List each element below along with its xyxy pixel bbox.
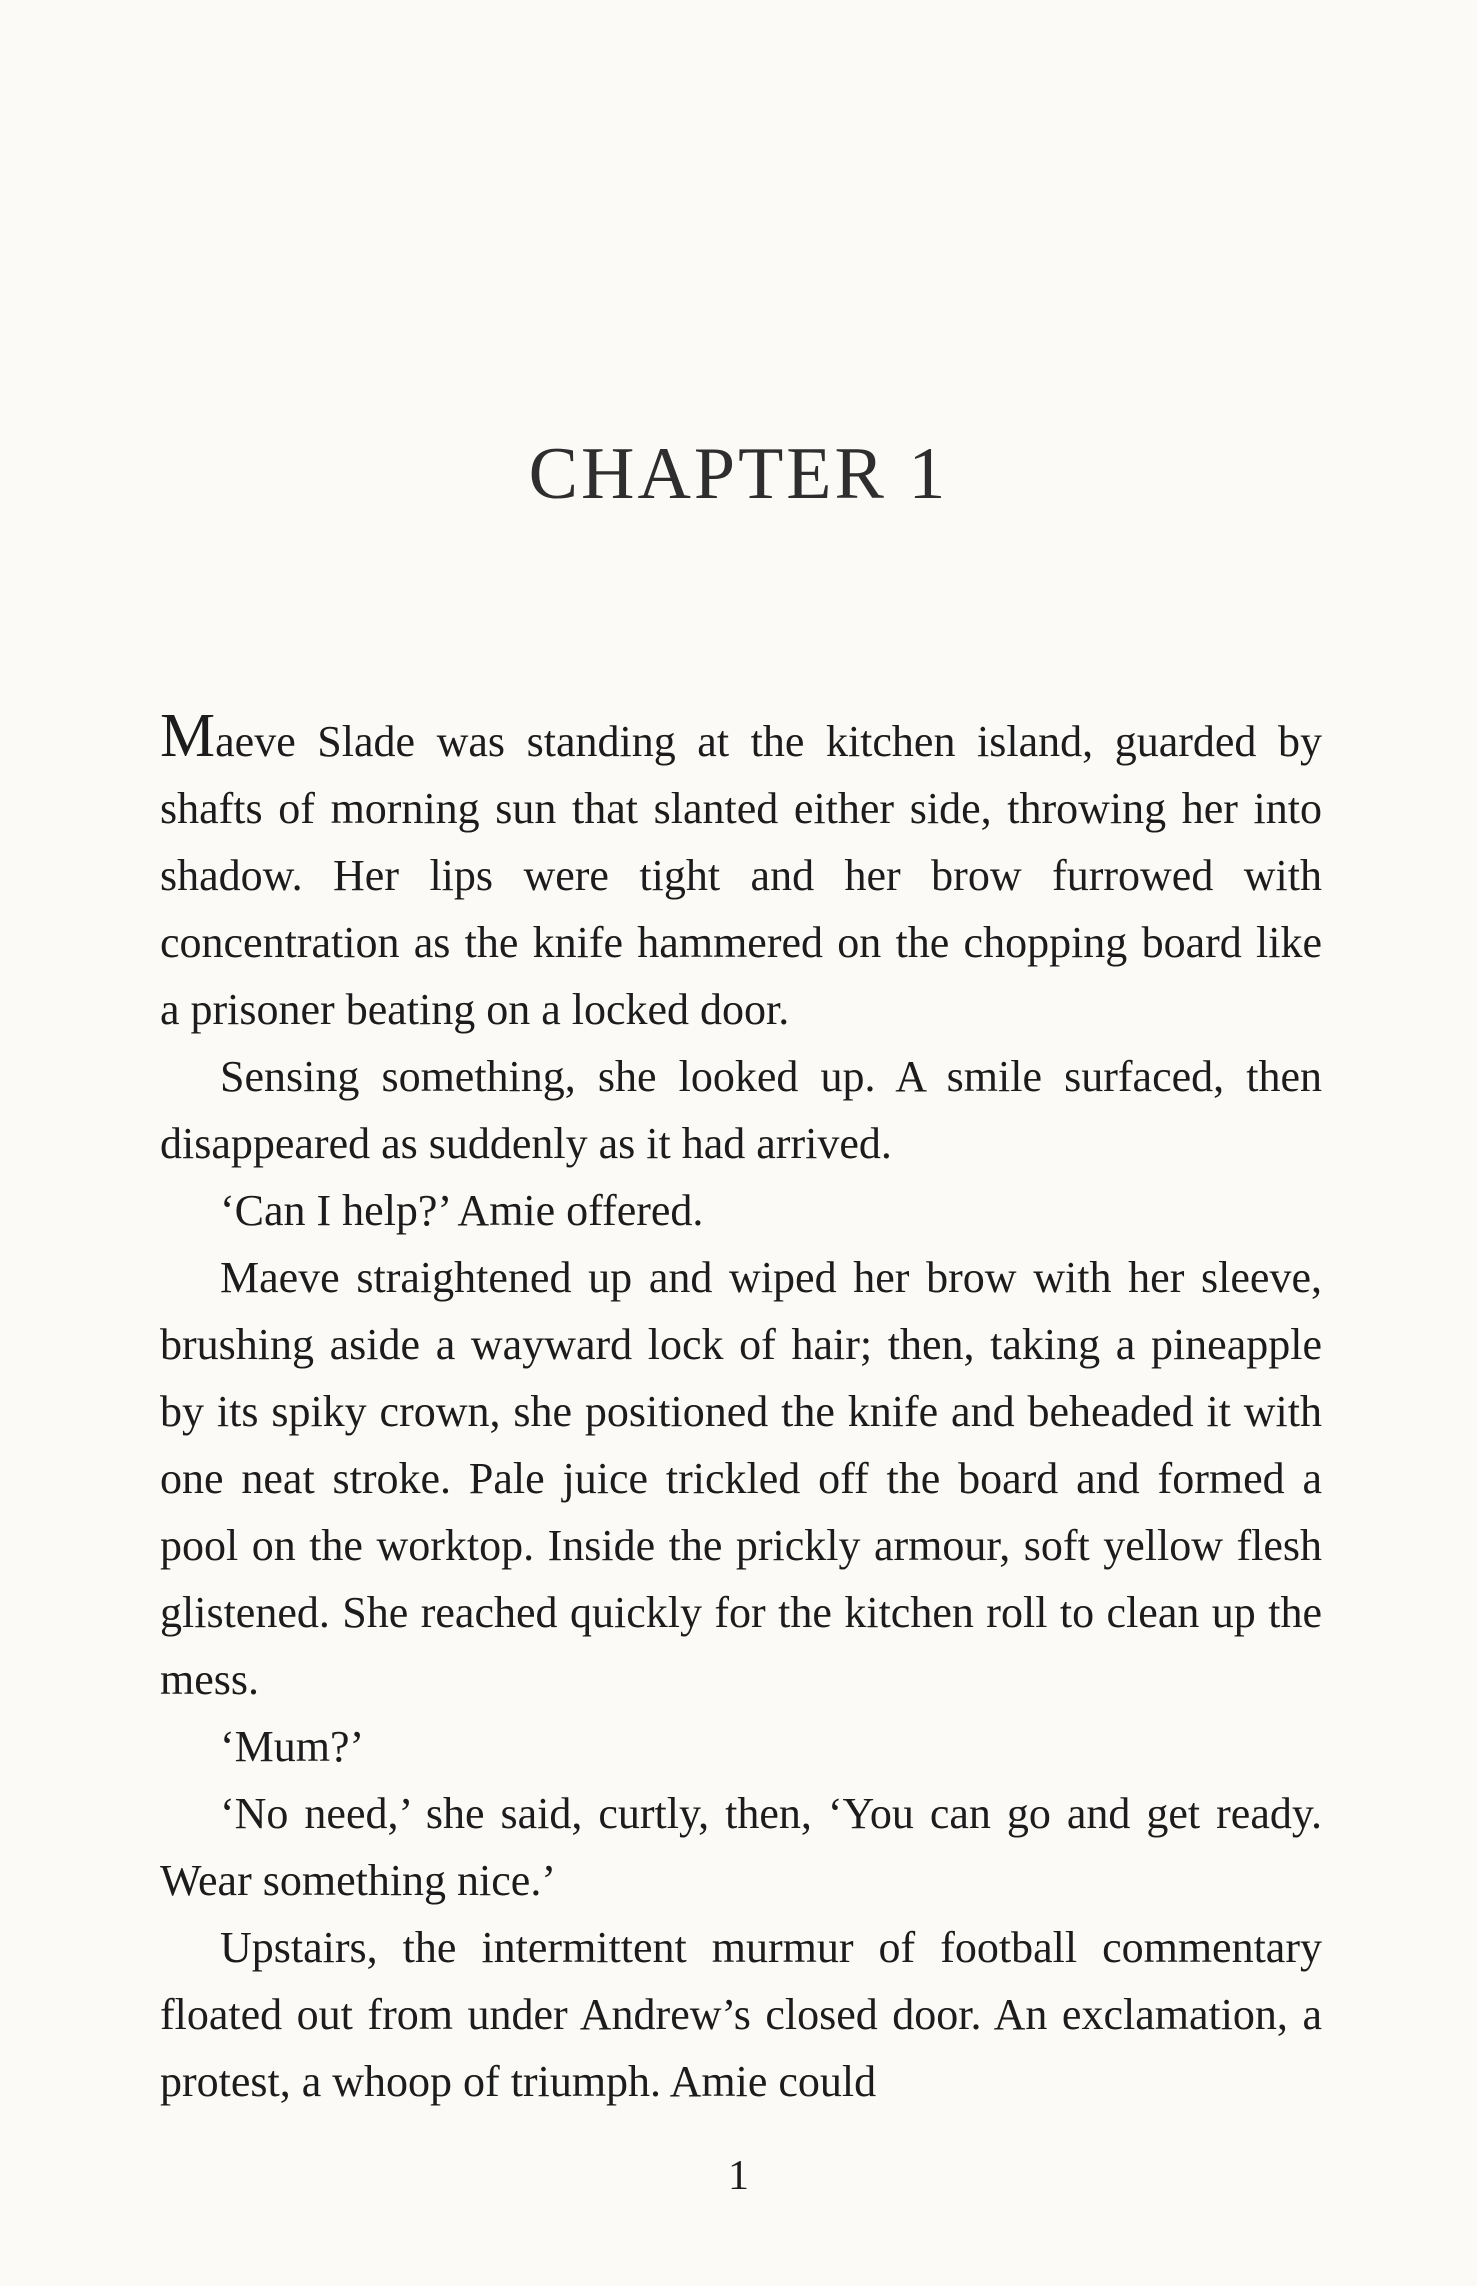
- paragraph-5: ‘Mum?’: [220, 1722, 365, 1771]
- paragraph-3: ‘Can I help?’ Amie offered.: [220, 1186, 704, 1235]
- chapter-body: [160, 702, 1322, 2115]
- drop-cap: M: [160, 702, 216, 770]
- chapter-title: CHAPTER 1: [528, 433, 949, 515]
- paragraph-1: [160, 702, 1322, 1043]
- page-number: 1: [728, 2153, 749, 2199]
- paragraph-4: Maeve straightened up and wiped her brow with her sleeve, brushing aside a wayward lock of hair; then, taking a pineapple by its spiky crown, she positioned the knife and beheaded it with one neat stroke. Pale juice trickled off the board and formed a pool on the worktop. Inside the prickly armour, soft yellow flesh glistened. She reached quickly for the kitchen roll to clean up the mess.: [160, 1253, 1322, 1704]
- paragraph-6: ‘No need,’ she said, curtly, then, ‘You can go and get ready. Wear something nice.’: [160, 1789, 1322, 1905]
- paragraph-7: Upstairs, the intermittent murmur of football commentary floated out from under Andrew’s closed door. An exclamation, a protest, a whoop of triumph. Amie could: [160, 1923, 1322, 2106]
- paragraph-text: aeve Slade was standing at the kitchen island, guarded by shafts of morning sun that slanted either side, throwing her into shadow. Her lips were tight and her brow furrowed with concentration as the knife hammered on the chopping board like a prisoner beating on a locked door.: [160, 717, 1322, 1034]
- paragraph-2: Sensing something, she looked up. A smile surfaced, then disappeared as suddenly as it had arrived.: [160, 1052, 1322, 1168]
